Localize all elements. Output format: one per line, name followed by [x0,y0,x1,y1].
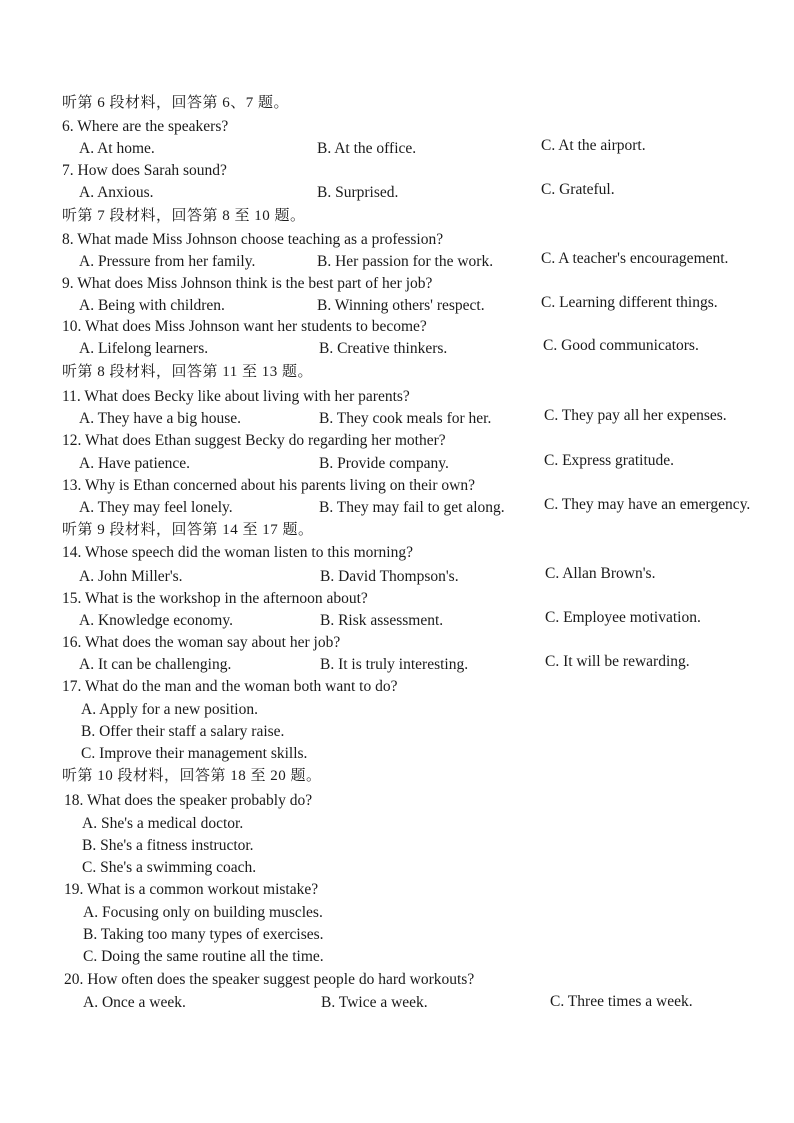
question-text: 19. What is a common workout mistake? [64,881,319,898]
option-b: B. They may fail to get along. [319,499,505,516]
section-text: 听第 7 段材料，回答第 8 至 10 题。 [62,208,306,224]
options-8 [0,251,794,273]
options-11 [0,408,794,430]
question-text: 11. What does Becky like about living with her parents? [62,388,410,405]
option-b: B. Her passion for the work. [317,253,494,270]
section-7-heading [0,205,794,227]
option-a: A. Pressure from her family. [79,253,256,270]
question-17 [0,676,794,698]
option-b: B. Risk assessment. [320,612,444,629]
section-10-heading [0,765,794,787]
section-text: 听第 10 段材料，回答第 18 至 20 题。 [62,768,322,784]
option-19-c [0,946,794,968]
option-c: C. It will be rewarding. [545,653,690,670]
question-text: 6. Where are the speakers? [62,118,229,135]
options-7 [0,182,794,204]
question-text: 10. What does Miss Johnson want her students to become? [62,318,427,335]
question-text: 18. What does the speaker probably do? [64,792,313,809]
option-a: A. Being with children. [79,297,225,314]
option-17-a [0,699,794,721]
section-6-heading [0,92,794,114]
option-a: A. It can be challenging. [79,656,232,673]
option-b: B. Creative thinkers. [319,340,448,357]
option-a: A. Focusing only on building muscles. [83,904,323,921]
question-19 [0,879,794,901]
question-18 [0,790,794,812]
option-b: B. Winning others' respect. [317,297,485,314]
question-6 [0,116,794,138]
question-text: 17. What do the man and the woman both want to do? [62,678,398,695]
question-text: 8. What made Miss Johnson choose teaching as a profession? [62,231,444,248]
options-13 [0,497,794,519]
option-17-b [0,721,794,743]
question-14 [0,542,794,564]
section-text: 听第 6 段材料，回答第 6、7 题。 [62,95,290,111]
section-text: 听第 9 段材料，回答第 14 至 17 题。 [62,522,314,538]
option-b: B. Offer their staff a salary raise. [81,723,285,740]
options-14 [0,566,794,588]
option-17-c [0,743,794,765]
option-a: A. Have patience. [79,455,191,472]
option-b: B. She's a fitness instructor. [82,837,254,854]
options-9 [0,295,794,317]
options-6 [0,138,794,160]
option-b: B. Provide company. [319,455,449,472]
option-a: A. Knowledge economy. [79,612,233,629]
option-c: C. Learning different things. [541,294,718,311]
question-20 [0,969,794,991]
option-18-b [0,835,794,857]
option-c: C. They pay all her expenses. [544,407,727,424]
option-a: A. Once a week. [83,994,186,1011]
options-16 [0,654,794,676]
option-19-b [0,924,794,946]
option-c: C. Grateful. [541,181,615,198]
option-b: B. Twice a week. [321,994,428,1011]
section-text: 听第 8 段材料，回答第 11 至 13 题。 [62,364,313,380]
options-20 [0,992,794,1014]
option-a: A. John Miller's. [79,568,183,585]
question-7 [0,160,794,182]
option-c: C. Improve their management skills. [81,745,308,762]
option-a: A. Lifelong learners. [79,340,209,357]
option-c: C. They may have an emergency. [544,496,751,513]
question-text: 9. What does Miss Johnson think is the best part of her job? [62,275,433,292]
option-a: A. She's a medical doctor. [82,815,244,832]
options-12 [0,453,794,475]
question-text: 12. What does Ethan suggest Becky do regarding her mother? [62,432,446,449]
option-b: B. It is truly interesting. [320,656,469,673]
question-text: 20. How often does the speaker suggest people do hard workouts? [64,971,475,988]
option-c: C. Doing the same routine all the time. [83,948,324,965]
section-8-heading [0,361,794,383]
option-19-a [0,902,794,924]
option-c: C. She's a swimming coach. [82,859,257,876]
question-text: 15. What is the workshop in the afternoon about? [62,590,368,607]
option-b: B. They cook meals for her. [319,410,492,427]
options-15 [0,610,794,632]
option-c: C. Express gratitude. [544,452,675,469]
option-c: C. A teacher's encouragement. [541,250,729,267]
question-text: 7. How does Sarah sound? [62,162,227,179]
option-a: A. They may feel lonely. [79,499,233,516]
option-b: B. Taking too many types of exercises. [83,926,324,943]
option-c: C. Good communicators. [543,337,699,354]
option-c: C. Allan Brown's. [545,565,656,582]
option-18-a [0,813,794,835]
question-12 [0,430,794,452]
question-text: 16. What does the woman say about her job? [62,634,341,651]
question-text: 13. Why is Ethan concerned about his parents living on their own? [62,477,475,494]
option-a: A. Anxious. [79,184,154,201]
option-c: C. Three times a week. [550,993,693,1010]
option-b: B. At the office. [317,140,417,157]
option-c: C. At the airport. [541,137,646,154]
options-10 [0,338,794,360]
option-b: B. Surprised. [317,184,399,201]
option-a: A. Apply for a new position. [81,701,258,718]
option-a: A. They have a big house. [79,410,241,427]
option-b: B. David Thompson's. [320,568,459,585]
option-a: A. At home. [79,140,155,157]
question-text: 14. Whose speech did the woman listen to this morning? [62,544,413,561]
option-18-c [0,857,794,879]
section-9-heading [0,519,794,541]
option-c: C. Employee motivation. [545,609,701,626]
